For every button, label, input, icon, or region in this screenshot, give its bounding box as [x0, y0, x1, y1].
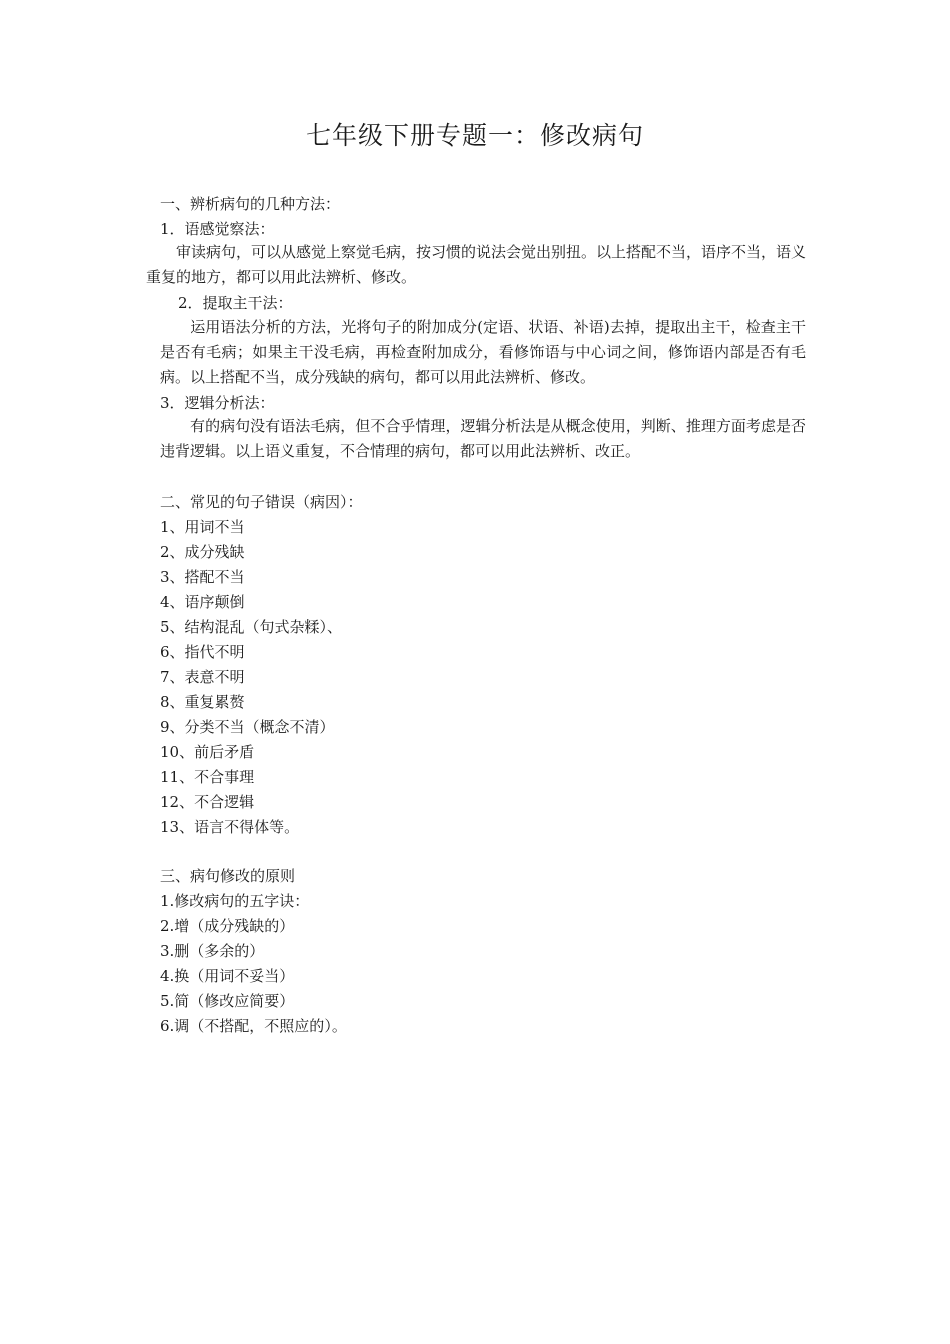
- principle-list-item: 6.调（不搭配，不照应的）。: [160, 1017, 347, 1035]
- cause-list-item: 6、指代不明: [160, 643, 245, 661]
- method3-heading: 3．逻辑分析法：: [160, 394, 275, 412]
- method2-body: 运用语法分析的方法，光将句子的附加成分(定语、状语、补语)去掉，提取出主干，检查主干是否有毛病；如果主干没毛病，再检查附加成分，看修饰语与中心词之间，修饰语内部是否有毛病。以上搭配不当，成分残缺的病句，都可以用此法辨析、修改。: [160, 318, 806, 386]
- cause-list-item: 9、分类不当（概念不清）: [160, 718, 335, 736]
- principle-list-item: 5.简（修改应简要）: [160, 992, 295, 1010]
- cause-list-item: 2、成分残缺: [160, 543, 245, 561]
- cause-list-item: 8、重复累赘: [160, 693, 245, 711]
- method3-body: 有的病句没有语法毛病，但不合乎情理，逻辑分析法是从概念使用，判断、推理方面考虑是否违背逻辑。以上语义重复，不合情理的病句，都可以用此法辨析、改正。: [160, 417, 806, 460]
- cause-list-item: 7、表意不明: [160, 668, 245, 686]
- cause-list-item: 3、搭配不当: [160, 568, 245, 586]
- section1-heading: 一、辨析病句的几种方法：: [160, 195, 341, 213]
- cause-list-item: 4、语序颠倒: [160, 593, 245, 611]
- principle-list-item: 2.增（成分残缺的）: [160, 917, 295, 935]
- cause-list-item: 11、不合事理: [160, 768, 255, 786]
- cause-list-item: 12、不合逻辑: [160, 793, 255, 811]
- cause-list-item: 13、语言不得体等。: [160, 818, 300, 836]
- method1-heading: 1．语感觉察法：: [160, 220, 275, 238]
- document-title: 七年级下册专题一：修改病句: [305, 121, 644, 150]
- principle-list-item: 3.删（多余的）: [160, 942, 265, 960]
- cause-list-item: 10、前后矛盾: [160, 743, 255, 761]
- cause-list-item: 1、用词不当: [160, 518, 245, 536]
- cause-list-item: 5、结构混乱（句式杂糅）、: [160, 618, 343, 636]
- principle-list-item: 1.修改病句的五字诀：: [160, 892, 310, 910]
- principle-list-item: 4.换（用词不妥当）: [160, 967, 295, 985]
- section2-heading: 二、常见的句子错误（病因）：: [160, 493, 363, 511]
- method2-heading: 2．提取主干法：: [178, 294, 293, 312]
- method1-body: 审读病句，可以从感觉上察觉毛病，按习惯的说法会觉出别扭。以上搭配不当，语序不当，语义重复的地方，都可以用此法辨析、修改。: [146, 243, 807, 286]
- section3-heading: 三、病句修改的原则: [160, 867, 296, 885]
